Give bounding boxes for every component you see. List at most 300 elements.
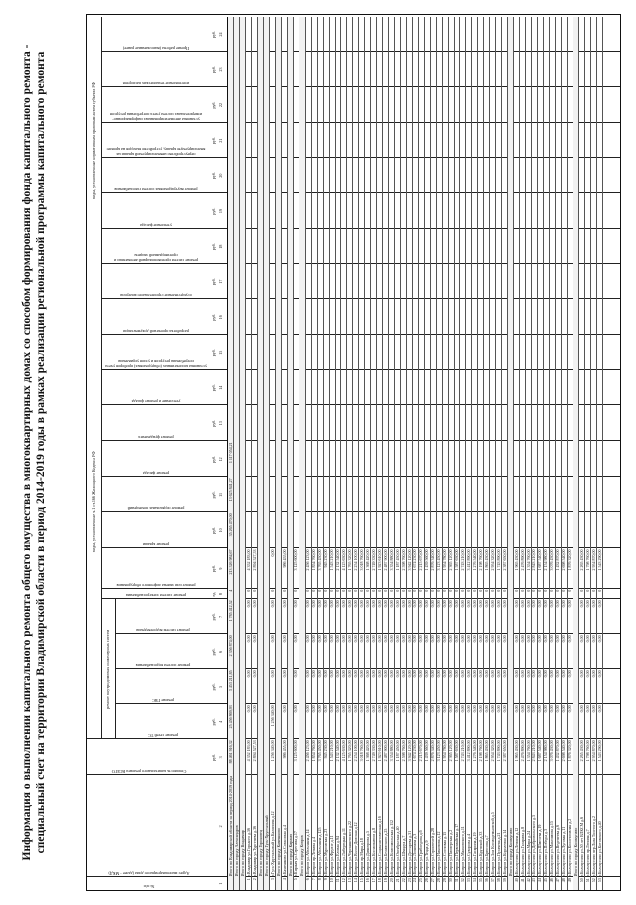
row-value: 0	[448, 589, 454, 592]
row-value: 0,00	[293, 705, 299, 713]
row-number: 7	[311, 878, 317, 881]
row-total-cost: 1 876 320,00	[567, 740, 573, 762]
row-value: 0	[466, 589, 471, 592]
row-value: 0,00	[531, 635, 537, 643]
header-col-basement	[101, 477, 211, 512]
row-value: 1 354 760,00	[525, 549, 531, 571]
row-address: г.Ковров ул.Грибоедова д.6	[418, 830, 424, 877]
row-value: 0,00	[537, 705, 543, 713]
header-label: утепление и ремонт фасада	[131, 399, 181, 405]
row-value: 0	[483, 589, 489, 592]
row-address: г.Ковров ул.Димитрова д.5	[364, 831, 370, 877]
row-value: 0,00	[347, 705, 352, 713]
row-address: Итого по городу Камешково	[275, 828, 281, 877]
row-value	[228, 229, 233, 264]
header-col-foundation	[101, 405, 211, 441]
row-number: 49	[567, 878, 573, 883]
row-value: 0,00	[382, 600, 388, 608]
header-label: ремонт крыши	[142, 542, 170, 548]
row-address: г.Ковров ул.Суворова д.4	[466, 833, 471, 877]
row-number: 21	[394, 878, 400, 883]
row-total-cost: 1 543 210,00	[329, 740, 335, 762]
row-value: 0,00	[317, 705, 323, 713]
row-value: 0,00	[281, 705, 287, 713]
row-address: г.Ковров ул.Сосновая д.15	[442, 831, 448, 877]
row-number: 41	[519, 878, 525, 883]
column-number: 9	[218, 567, 223, 570]
row-value: 0	[489, 589, 495, 592]
row-address: г.Кольчугино пр.Ленина д.7	[585, 829, 590, 877]
row-value: 0	[561, 589, 567, 592]
row-number: 26	[424, 878, 430, 883]
row-value: 0,00	[370, 705, 376, 713]
row-value: 0,00	[329, 635, 335, 643]
header-group-other: виды, установленные нормативным правовым актом субъекта РФ	[87, 17, 102, 264]
row-value: 0,00	[495, 600, 501, 608]
row-address: г.Ковров ул.Брюсова д.7	[483, 835, 489, 877]
row-address: г.Ковров ул.Крупской д.33	[477, 831, 483, 877]
row-value: 0,00	[513, 635, 519, 643]
row-value: 0,00	[388, 600, 394, 608]
row-number: 52	[590, 878, 596, 883]
row-value: 1 432 870,00	[555, 549, 561, 571]
row-total-cost: 2 876 340,00	[430, 740, 436, 762]
row-value: 4	[228, 589, 233, 592]
row-value: 0,00	[543, 670, 549, 678]
row-value: 0	[269, 589, 275, 592]
row-value: 1 587 630,00	[454, 549, 460, 571]
row-number: 37	[489, 878, 495, 883]
row-value: 2 954 870,00	[590, 549, 596, 571]
row-value: 0,00	[543, 705, 549, 713]
row-value: 2 215 670,00	[418, 549, 424, 571]
row-value: 0,00	[394, 705, 400, 713]
row-value: 0	[549, 589, 555, 592]
row-total-cost: 2 743 210,00	[460, 740, 466, 762]
row-value: 0,00	[567, 635, 573, 643]
row-address: Итого по Владимирской области за период 2014-2019 годы	[228, 775, 233, 877]
row-value: 2 456 123,00	[305, 549, 311, 571]
header-label: ремонт фасада	[142, 471, 170, 477]
row-value: 2 749 330,00	[370, 549, 376, 571]
row-value: 0,00	[471, 670, 477, 678]
row-total-cost: 2 154 980,00	[543, 740, 549, 762]
row-number: 25	[418, 878, 424, 883]
row-value: 1 117 054,21	[228, 442, 233, 464]
row-address: г.Кольчугино ул.Добровольского д.5	[531, 814, 537, 877]
row-value: 3 942 120,00	[406, 549, 412, 571]
row-value: 0,00	[483, 670, 489, 678]
column-divider	[101, 588, 227, 589]
row-value: 0,00	[513, 705, 519, 713]
row-total-cost: 1 187 450,00	[394, 740, 400, 762]
row-value: 0,00	[454, 670, 460, 678]
row-value: 0,00	[579, 635, 585, 643]
unit-label: руб.	[211, 278, 216, 286]
row-address: г.Кольчугино ул.Гагарина д.8	[519, 826, 525, 877]
header-address	[87, 775, 211, 877]
row-total-cost: 986 455,00	[281, 740, 287, 759]
row-value: 2 387 650,00	[501, 549, 507, 571]
row-value: 2 254 100,00	[352, 549, 358, 571]
row-address: г.Ковров ул.Гагарина д.19	[471, 832, 477, 877]
row-address: г.Ковров ул.Муромская д.23	[323, 828, 329, 877]
row-number: 10	[329, 878, 335, 883]
row-value: 0,00	[590, 705, 596, 713]
row-number: 36	[483, 878, 489, 883]
row-value: 0	[424, 589, 430, 592]
row-value: 0,00	[442, 670, 448, 678]
header-label: ремонт ГВС	[152, 698, 174, 704]
row-value: 0,00	[388, 670, 394, 678]
row-value: 0,00	[460, 600, 466, 608]
row-value: 0,00	[448, 705, 454, 713]
row-value: 0,00	[412, 600, 418, 608]
row-address: г.Ковров ул.Лопатина д.3	[412, 833, 418, 877]
row-total-cost: 3 942 120,00	[406, 740, 412, 762]
column-number: 20	[218, 173, 223, 178]
row-value: 0	[460, 589, 466, 592]
row-value: 0,00	[585, 705, 590, 713]
row-total-cost: 1 276 540,00	[471, 740, 477, 762]
row-value: 0,00	[245, 635, 251, 643]
column-number: 17	[218, 279, 223, 284]
row-value: 0,00	[352, 670, 358, 678]
row-number: 22	[400, 878, 406, 883]
row-value: 0,00	[454, 635, 460, 643]
row-total-cost	[258, 739, 263, 775]
row-number: 27	[430, 878, 436, 883]
row-value: 0,00	[311, 635, 317, 643]
row-value: 0,00	[424, 635, 430, 643]
row-value: 1 439 560,00	[424, 549, 430, 571]
header-label: № п/п	[143, 884, 155, 889]
row-total-cost	[240, 739, 245, 775]
row-number	[228, 877, 233, 890]
row-total-cost	[234, 739, 239, 775]
row-number	[288, 877, 293, 890]
row-number: 19	[382, 878, 388, 883]
row-address: г.Ковров ул.Шмидта д.7	[400, 835, 406, 877]
row-address: г.Ковров пр.Мира д.18	[358, 838, 364, 877]
row-value: 0,00	[424, 670, 430, 678]
row-address: Итого по городу Александров	[233, 825, 239, 877]
row-number	[276, 877, 281, 890]
row-value: 0,00	[335, 705, 341, 713]
row-value: 0	[525, 589, 531, 592]
column-divider	[101, 512, 227, 513]
row-value: 2 198 760,00	[477, 549, 483, 571]
header-label: ремонт систем противопожарной автоматики и противодымной защиты	[114, 253, 198, 264]
row-value: 0	[352, 589, 358, 592]
row-number: 4	[281, 878, 287, 881]
row-value: 0	[531, 589, 537, 592]
row-value: 0,00	[495, 635, 501, 643]
row-value: 0,00	[555, 670, 561, 678]
row-value: 0	[323, 589, 329, 592]
row-value: 2 365 120,00	[448, 549, 454, 571]
row-value: 0,00	[561, 670, 567, 678]
header-label: ремонт сетей ТС	[148, 733, 178, 739]
row-value: 0,00	[501, 670, 507, 678]
column-number: 23	[218, 67, 223, 72]
row-value: 0,00	[466, 705, 471, 713]
unit-label: руб.	[211, 491, 216, 499]
row-value: 0,00	[269, 549, 275, 557]
header-label: переустройство невентилируемой крыши на вентилируемую крышу, устройство выходов на кровлю	[106, 147, 206, 158]
row-value: 0,00	[585, 670, 590, 678]
row-value: 0	[590, 589, 596, 592]
row-value: 0,00	[549, 705, 555, 713]
header-col-roof	[101, 512, 211, 548]
row-number: 24	[412, 878, 418, 883]
row-value: 0	[567, 589, 573, 592]
row-value: 3 354 880,00	[388, 549, 394, 571]
row-value: 2 487 900,00	[382, 549, 388, 571]
row-value: 0,00	[311, 600, 317, 608]
row-value: 1 923 610,00	[376, 549, 382, 571]
row-total-cost: 2 843 210,00	[531, 740, 537, 762]
row-number: 35	[477, 878, 483, 883]
row-value: 0,00	[448, 600, 454, 608]
row-number: 33	[466, 878, 471, 883]
row-value: 0,00	[460, 635, 466, 643]
row-value: 0,00	[501, 635, 507, 643]
row-address: г.Ковров ул.Пугачева д.21	[495, 832, 501, 877]
row-total-cost: 1 354 760,00	[525, 740, 531, 762]
row-value: 0,00	[418, 635, 424, 643]
row-value: 0,00	[519, 670, 525, 678]
row-value: 0,00	[525, 705, 531, 713]
column-divider	[101, 298, 227, 299]
row-value: 0,00	[281, 600, 287, 608]
row-value: 0,00	[590, 600, 596, 608]
row-value: 0,00	[382, 705, 388, 713]
row-value: 0,00	[418, 600, 424, 608]
row-value: 0	[585, 589, 590, 592]
row-value: 0,00	[466, 600, 471, 608]
row-value: 0,00	[412, 705, 418, 713]
column-number: 3	[218, 756, 223, 759]
row-value: 0,00	[590, 670, 596, 678]
unit-label: руб.	[211, 243, 216, 251]
row-value: 0,00	[477, 635, 483, 643]
row-value: 0,00	[347, 670, 352, 678]
row-value: 0,00	[579, 670, 585, 678]
row-address: г.Ковров пр.Ленина д.4	[311, 837, 317, 877]
row-value: 0,00	[460, 670, 466, 678]
row-value: 0,00	[341, 670, 347, 678]
row-value: 1 785 412,52	[228, 600, 233, 622]
row-total-cost: 1 543 290,00	[596, 740, 602, 762]
row-value: 0	[412, 589, 418, 592]
row-total-cost	[264, 739, 269, 775]
row-value: 0,00	[537, 600, 543, 608]
row-address: г.Ковров ул.Октябрьская д.40	[394, 826, 400, 877]
row-total-cost: 2 894 527,53	[251, 740, 257, 762]
row-value: 0,00	[489, 600, 495, 608]
row-value: 2 356 874,00	[228, 635, 233, 657]
row-value: 0,00	[400, 635, 406, 643]
row-value: 0,00	[567, 670, 573, 678]
row-value: 3 125 600,00	[293, 549, 299, 571]
row-address: г.Ковров ул.Дегтярева д.31	[406, 830, 412, 877]
row-value: 2 843 210,00	[531, 549, 537, 571]
row-total-cost	[288, 739, 293, 775]
row-value: 0	[513, 589, 519, 592]
row-value: 0	[430, 589, 436, 592]
row-value: 0,00	[305, 705, 311, 713]
row-address: г.Ковров ул.Социалистическая д.16	[376, 816, 382, 877]
row-total-cost: 4 352 183,00	[245, 740, 251, 762]
row-total-cost: 2 387 650,00	[501, 740, 507, 762]
row-value: 0,00	[483, 600, 489, 608]
row-value: 0,00	[519, 705, 525, 713]
column-number: 6	[218, 650, 223, 653]
row-value: 0,00	[341, 635, 347, 643]
row-value: 0,00	[561, 635, 567, 643]
row-number: 8	[317, 878, 323, 881]
row-number: 18	[376, 878, 382, 883]
row-value: 0,00	[525, 600, 531, 608]
row-total-cost	[508, 739, 513, 775]
row-address: Итого по городу Киржач	[287, 834, 293, 877]
row-value: 0,00	[424, 705, 430, 713]
row-value: 0	[537, 589, 543, 592]
column-number: 21	[218, 138, 223, 143]
header-label: утепление фасада	[140, 223, 172, 229]
row-number: 46	[549, 878, 555, 883]
row-number: 17	[370, 878, 376, 883]
row-value: 1 876 320,00	[567, 549, 573, 571]
row-value: 0,00	[436, 600, 442, 608]
row-address: Итого по городу Владимир	[239, 830, 245, 877]
row-value: 0	[442, 589, 448, 592]
column-divider	[87, 877, 227, 878]
row-address: Итого по городу Кольчугино	[507, 827, 513, 877]
header-col-other7	[101, 17, 211, 52]
row-total-cost: 2 215 670,00	[418, 740, 424, 762]
row-value: 3 123 450,00	[436, 549, 442, 571]
row-value: 0	[341, 589, 347, 592]
row-value: 0,00	[364, 600, 370, 608]
row-value: 0,00	[596, 670, 602, 678]
row-value: 0,00	[585, 600, 590, 608]
row-value: 0	[251, 589, 257, 592]
row-value: 0	[317, 589, 323, 592]
row-number: 3	[269, 878, 275, 881]
row-total-cost: 88 461 916,32	[228, 740, 233, 764]
row-value: 0,00	[555, 635, 561, 643]
row-value: 2 132 540,00	[335, 549, 341, 571]
header-col-design	[101, 299, 211, 335]
row-address: г.Ковров ул.Белинского д.25	[382, 828, 388, 877]
row-total-cost: 1 674 230,00	[412, 740, 418, 762]
column-divider	[101, 370, 227, 371]
row-total-cost: 2 132 540,00	[335, 740, 341, 762]
unit-label: руб.	[211, 613, 216, 621]
row-address: г.Ковров ул.Фрунзе д.11	[329, 835, 335, 877]
header-group-engineering: ремонт внутридомовых инженерных систем	[101, 599, 116, 739]
row-address: г.Ковров ул.Волго-Донская д.12	[352, 822, 358, 877]
unit-label: руб.	[211, 349, 216, 357]
row-value: 0,00	[418, 705, 424, 713]
row-value: 0,00	[251, 670, 257, 678]
row-value: 0,00	[495, 670, 501, 678]
row-value: 0,00	[335, 670, 341, 678]
row-value: 0,00	[370, 635, 376, 643]
row-number: 12	[341, 878, 347, 883]
row-value: 0,00	[585, 635, 590, 643]
row-total-cost: 2 598 760,00	[400, 740, 406, 762]
row-total-cost	[573, 739, 578, 775]
row-total-cost: 1 368 420,00	[364, 740, 370, 762]
row-value: 0,00	[412, 635, 418, 643]
row-value: 0	[406, 589, 412, 592]
row-value: 2 598 760,00	[400, 549, 406, 571]
row-value: 0,00	[543, 635, 549, 643]
row-total-cost: 2 456 123,00	[305, 740, 311, 762]
row-value: 0	[418, 589, 424, 592]
row-value: 2 154 980,00	[543, 549, 549, 571]
row-value: 0,00	[501, 600, 507, 608]
row-number: 16	[364, 878, 370, 883]
row-value: 0,00	[394, 600, 400, 608]
unit-label: ед.	[211, 591, 216, 597]
row-number: 45	[543, 878, 549, 883]
row-value: 0,00	[549, 635, 555, 643]
row-value: 1 256 340,00	[269, 705, 275, 727]
row-number: 50	[579, 878, 585, 883]
column-number: 22	[218, 103, 223, 108]
row-number	[264, 877, 269, 890]
row-number: 38	[495, 878, 501, 883]
row-value: 0,00	[293, 670, 299, 678]
row-value: 4 125 630,00	[341, 549, 347, 571]
row-value: 0,00	[525, 635, 531, 643]
row-number: 53	[596, 878, 602, 883]
row-value: 0,00	[430, 670, 436, 678]
row-total-cost: 2 698 540,00	[561, 740, 567, 762]
row-number: 43	[531, 878, 537, 883]
row-address: г.Ковров ул.Пионерская д.2	[448, 829, 454, 877]
row-value: 0,00	[531, 600, 537, 608]
row-value: 1 743 890,00	[495, 549, 501, 571]
row-value	[228, 87, 233, 123]
column-number: 4	[218, 720, 223, 723]
row-total-cost: 1 798 760,00	[585, 740, 590, 762]
row-number	[234, 877, 239, 890]
column-number: 18	[218, 244, 223, 249]
column-divider	[101, 122, 227, 123]
row-value: 0,00	[549, 600, 555, 608]
row-value: 0,00	[382, 670, 388, 678]
row-total-cost: 2 476 890,00	[519, 740, 525, 762]
row-number	[258, 877, 263, 890]
row-value: 0,00	[537, 670, 543, 678]
row-value: 0	[477, 589, 483, 592]
row-total-cost: 2 487 900,00	[382, 740, 388, 762]
column-divider	[101, 548, 227, 549]
unit-label: руб.	[211, 31, 216, 38]
header-label: ремонт фундамента	[138, 435, 174, 441]
header-label: установка коллективных (общедомовых) приборов учета потребления ресурсов и узлов управления	[105, 359, 207, 370]
row-value: 0,00	[352, 705, 358, 713]
row-value: 1 276 540,00	[471, 549, 477, 571]
row-number: 20	[388, 878, 394, 883]
row-value: 0,00	[519, 600, 525, 608]
row-number: 44	[537, 878, 543, 883]
